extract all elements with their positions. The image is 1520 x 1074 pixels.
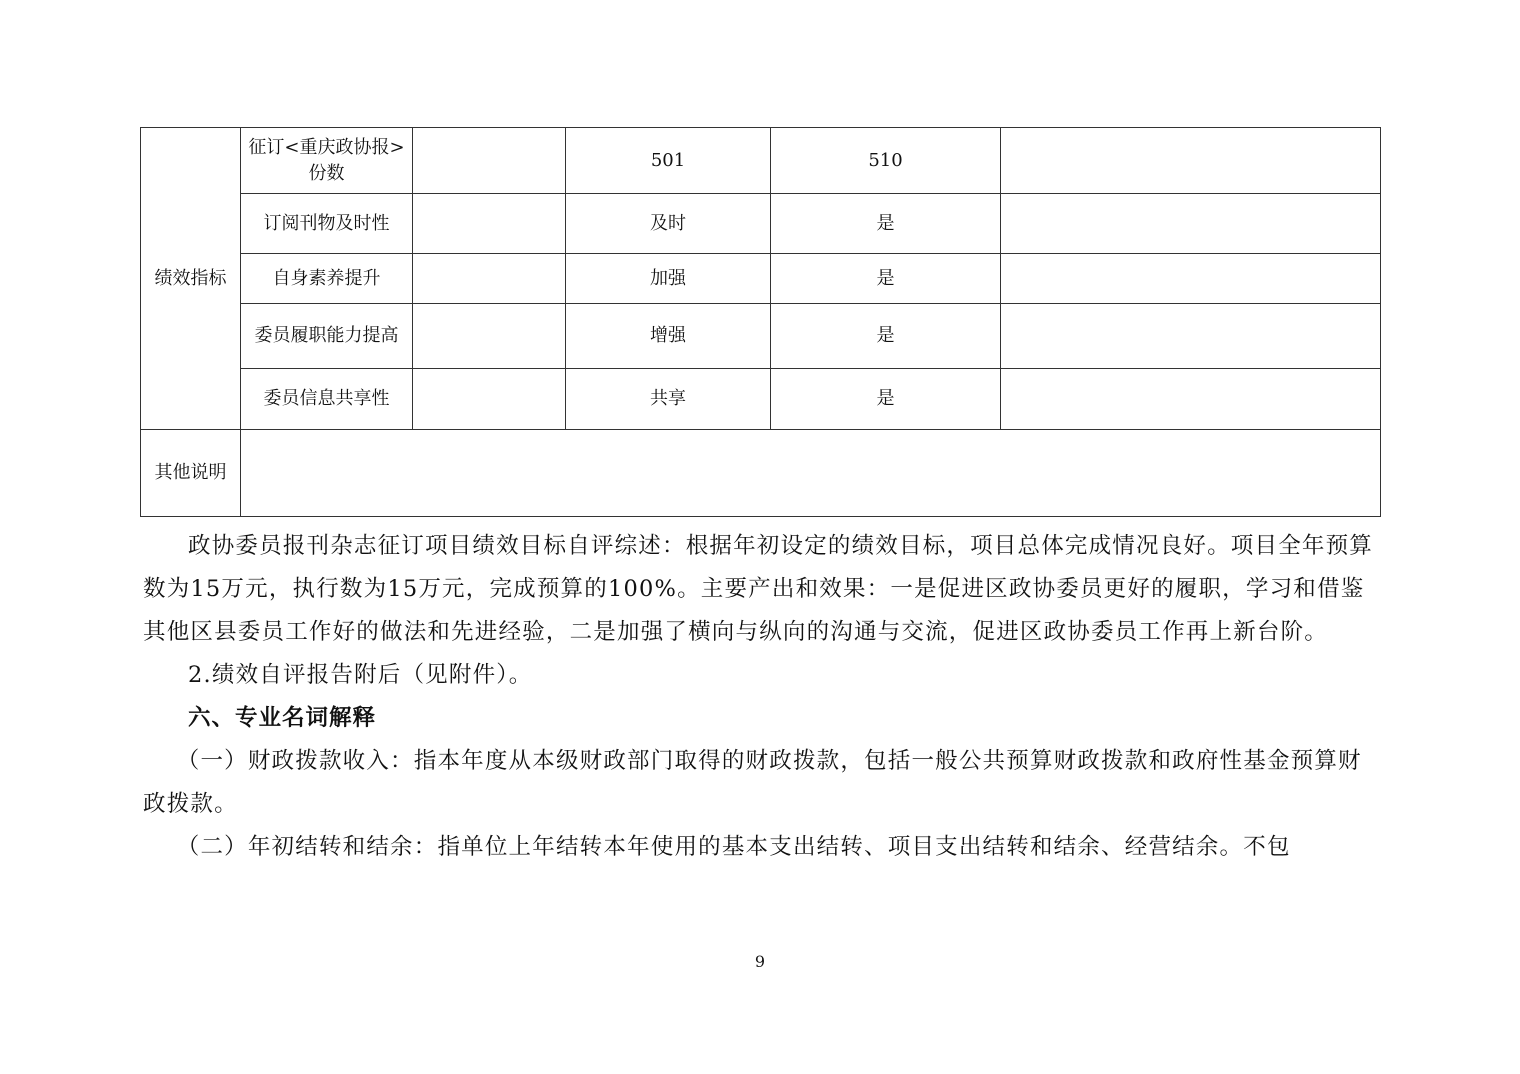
empty-cell [413, 304, 566, 369]
section-heading: 六、专业名词解释 [188, 705, 377, 731]
empty-cell [413, 254, 566, 304]
table-row [141, 430, 1381, 517]
note-cell [1001, 304, 1381, 369]
row-group-label: 绩效指标 [141, 128, 241, 430]
note-cell [1001, 194, 1381, 254]
note-cell [1001, 254, 1381, 304]
note-cell [1001, 128, 1381, 194]
performance-indicator-table [140, 127, 1381, 517]
empty-cell [413, 369, 566, 430]
actual-value: 510 [771, 128, 1001, 194]
table-row [141, 194, 1381, 254]
actual-value: 是 [771, 369, 1001, 430]
actual-value: 是 [771, 194, 1001, 254]
table-row [141, 304, 1381, 369]
indicator-name: 自身素养提升 [241, 254, 413, 304]
term-definition: （二）年初结转和结余：指单位上年结转本年使用的基本支出结转、项目支出结转和结余、经营结余。不包 [176, 834, 1291, 860]
indicator-name: 征订<重庆政协报>份数 [241, 128, 413, 194]
actual-value: 是 [771, 254, 1001, 304]
table-row [141, 128, 1381, 194]
indicator-name: 订阅刊物及时性 [241, 194, 413, 254]
target-value: 共享 [566, 369, 771, 430]
target-value: 增强 [566, 304, 771, 369]
target-value: 501 [566, 128, 771, 194]
table-row [141, 254, 1381, 304]
indicator-name: 委员信息共享性 [241, 369, 413, 430]
empty-cell [413, 194, 566, 254]
other-notes-label: 其他说明 [141, 430, 241, 517]
indicator-name: 委员履职能力提高 [241, 304, 413, 369]
actual-value: 是 [771, 304, 1001, 369]
term-definition: （一）财政拨款收入：指本年度从本级财政部门取得的财政拨款，包括一般公共预算财政拨款和政府性基金预算财政拨款。 [143, 748, 1362, 817]
target-value: 加强 [566, 254, 771, 304]
empty-cell [413, 128, 566, 194]
target-value: 及时 [566, 194, 771, 254]
table-row [141, 369, 1381, 430]
other-notes-value [241, 430, 1381, 517]
note-cell [1001, 369, 1381, 430]
body-text [143, 525, 1379, 869]
attachment-note: 2.绩效自评报告附后（见附件）。 [188, 662, 533, 688]
summary-paragraph: 政协委员报刊杂志征订项目绩效目标自评综述：根据年初设定的绩效目标，项目总体完成情况良好。项目全年预算数为15万元，执行数为15万元，完成预算的100%。主要产出和效果：一是促进区政协委员更好的履职，学习和借鉴其他区县委员工作好的做法和先进经验，二是加强了横向与纵向的沟通与交流，促进区政协委员工作再上新台阶。 [143, 533, 1374, 645]
page-number: 9 [754, 952, 766, 971]
